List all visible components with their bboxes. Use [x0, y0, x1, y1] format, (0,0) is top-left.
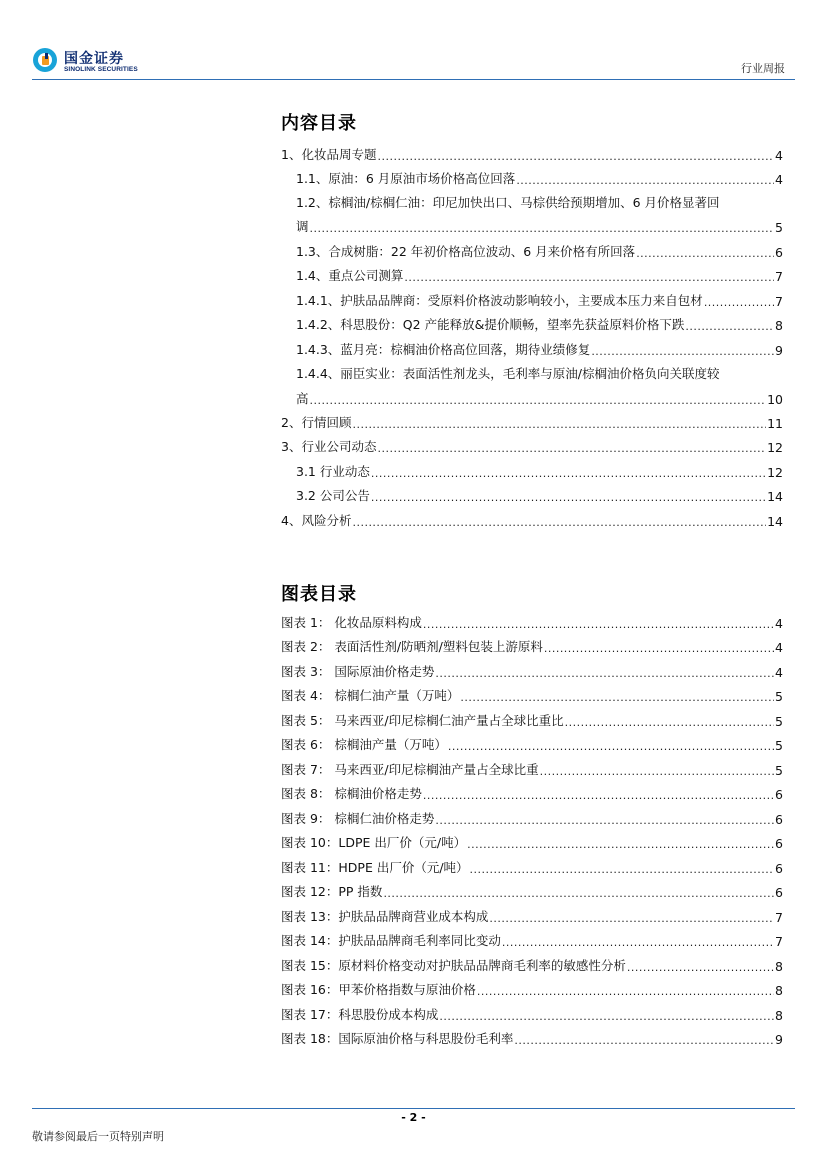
- figure-entry[interactable]: [281, 956, 783, 974]
- toc-entry[interactable]: [281, 145, 783, 163]
- figure-entry-page: 7: [775, 910, 783, 925]
- figure-entry-page: 7: [775, 934, 783, 949]
- figure-entry-page: 9: [775, 1032, 783, 1047]
- toc-entry-label: 1.4、重点公司测算: [296, 268, 404, 283]
- figure-entry-label: 图表 12：PP 指数: [281, 884, 383, 899]
- figure-entry-label: 图表 15：原材料价格变动对护肤品品牌商毛利率的敏感性分析: [281, 958, 626, 973]
- toc-entry-label: 3.2 公司公告: [296, 488, 370, 503]
- figure-entry-page: 8: [775, 1008, 783, 1023]
- toc-entry[interactable]: [296, 340, 783, 358]
- figure-entry-page: 4: [775, 616, 783, 631]
- dot-leader: [448, 740, 774, 753]
- figure-entry[interactable]: [281, 882, 783, 900]
- figure-entry-label: 图表 16：甲苯价格指数与原油价格: [281, 982, 476, 997]
- figure-entry[interactable]: [281, 711, 783, 729]
- figure-entry-page: 8: [775, 959, 783, 974]
- figure-entry-page: 6: [775, 812, 783, 827]
- dot-leader: [636, 247, 774, 260]
- toc-entry[interactable]: [296, 486, 783, 504]
- toc-entry-page: 12: [767, 440, 783, 455]
- toc-entry-page: 10: [767, 392, 783, 407]
- dot-leader: [371, 491, 766, 504]
- toc-entry-label: 调: [296, 219, 309, 234]
- page-header: [0, 0, 827, 82]
- dot-leader: [352, 516, 766, 529]
- figure-entry-label: 图表 3： 国际原油价格走势: [281, 664, 435, 679]
- toc-entry-page: 5: [775, 220, 783, 235]
- figure-entry-label: 图表 7： 马来西亚/印尼棕榈油产量占全球比重: [281, 762, 539, 777]
- toc-entry-label-line1[interactable]: 1.4.4、丽臣实业：表面活性剂龙头，毛利率与原油/棕榈油价格负向关联度较: [296, 366, 720, 381]
- toc-entry[interactable]: [281, 511, 783, 529]
- toc-entry[interactable]: [296, 217, 783, 235]
- dot-leader: [439, 1010, 774, 1023]
- figure-entry-label: 图表 2： 表面活性剂/防晒剂/塑料包装上游原料: [281, 639, 543, 654]
- report-type: 行业周报: [741, 62, 785, 75]
- toc-entry-page: 4: [775, 172, 783, 187]
- figure-entry-page: 5: [775, 714, 783, 729]
- figure-entry-label: 图表 14：护肤品品牌商毛利率同比变动: [281, 933, 501, 948]
- figure-entry-label: 图表 10：LDPE 出厂价（元/吨）: [281, 835, 467, 850]
- figure-entry-label: 图表 13：护肤品品牌商营业成本构成: [281, 909, 489, 924]
- dot-leader: [591, 345, 774, 358]
- toc-entry-label: 1.4.1、护肤品品牌商：受原料价格波动影响较小，主要成本压力来自包材: [296, 293, 703, 308]
- dot-leader: [435, 667, 774, 680]
- dot-leader: [516, 174, 774, 187]
- toc-entry-label: 1.1、原油：6 月原油市场价格高位回落: [296, 171, 516, 186]
- toc-entry-label-line1[interactable]: 1.2、棕榈油/棕榈仁油：印尼加快出口、马棕供给预期增加、6 月价格显著回: [296, 195, 720, 210]
- figure-entry[interactable]: [281, 662, 783, 680]
- figure-entry-label: 图表 5： 马来西亚/印尼棕榈仁油产量占全球比重比: [281, 713, 564, 728]
- dot-leader: [544, 642, 774, 655]
- figure-entry[interactable]: [281, 858, 783, 876]
- dot-leader: [404, 271, 774, 284]
- toc-entry-label: 1.4.2、科思股份：Q2 产能释放&提价顺畅，望率先获益原料价格下跌: [296, 317, 685, 332]
- dot-leader: [310, 394, 767, 407]
- toc-entry-page: 12: [767, 465, 783, 480]
- figure-entry[interactable]: [281, 1005, 783, 1023]
- toc-entry-page: 4: [775, 148, 783, 163]
- dot-leader: [565, 716, 774, 729]
- dot-leader: [540, 765, 774, 778]
- sinolink-logo-icon: [32, 47, 58, 73]
- figure-entry[interactable]: [281, 735, 783, 753]
- toc-entry-label: 1、化妆品周专题: [281, 147, 377, 162]
- toc-title: 内容目录: [281, 113, 357, 134]
- toc-entry[interactable]: [296, 266, 783, 284]
- toc-entry-label: 1.3、合成树脂：22 年初价格高位波动、6 月来价格有所回落: [296, 244, 636, 259]
- figure-entry-page: 6: [775, 885, 783, 900]
- figure-list-title: 图表目录: [281, 584, 357, 605]
- toc-entry-page: 7: [775, 269, 783, 284]
- toc-entry-label: 1.4.3、蓝月亮：棕榈油价格高位回落，期待业绩修复: [296, 342, 591, 357]
- figure-entry-label: 图表 6： 棕榈油产量（万吨）: [281, 737, 447, 752]
- figure-entry-page: 8: [775, 983, 783, 998]
- toc-entry-page: 11: [767, 416, 783, 431]
- figure-entry[interactable]: [281, 637, 783, 655]
- dot-leader: [377, 442, 766, 455]
- figure-entry-label: 图表 4： 棕榈仁油产量（万吨）: [281, 688, 460, 703]
- toc-entry-page: 14: [767, 489, 783, 504]
- toc-entry[interactable]: [296, 389, 783, 407]
- header-divider: [32, 79, 795, 80]
- dot-leader: [352, 418, 766, 431]
- figure-entry[interactable]: [281, 760, 783, 778]
- figure-entry-label: 图表 17：科思股份成本构成: [281, 1007, 439, 1022]
- dot-leader: [435, 814, 774, 827]
- toc-entry-page: 8: [775, 318, 783, 333]
- figure-entry-page: 6: [775, 787, 783, 802]
- dot-leader: [627, 961, 774, 974]
- dot-leader: [704, 296, 774, 309]
- toc-entry[interactable]: [296, 242, 783, 260]
- disclaimer-note: 敬请参阅最后一页特别声明: [32, 1130, 164, 1143]
- toc-entry-page: 9: [775, 343, 783, 358]
- toc-entry[interactable]: [296, 291, 783, 309]
- page-number: - 2 -: [401, 1111, 426, 1124]
- figure-entry-page: 5: [775, 763, 783, 778]
- figure-entry-page: 6: [775, 836, 783, 851]
- logo-chinese-name: 国金证券: [64, 51, 124, 67]
- figure-entry[interactable]: [281, 980, 783, 998]
- figure-entry-page: 6: [775, 861, 783, 876]
- dot-leader: [502, 936, 774, 949]
- toc-entry-label: 3、行业公司动态: [281, 439, 377, 454]
- figure-entry-page: 5: [775, 689, 783, 704]
- toc-entry[interactable]: [296, 169, 783, 187]
- figure-entry[interactable]: [281, 809, 783, 827]
- toc-entry[interactable]: [281, 413, 783, 431]
- toc-entry-label: 3.1 行业动态: [296, 464, 370, 479]
- figure-entry-label: 图表 11：HDPE 出厂价（元/吨）: [281, 860, 469, 875]
- figure-entry-label: 图表 1： 化妆品原料构成: [281, 615, 422, 630]
- company-logo: [32, 47, 157, 79]
- figure-entry-page: 4: [775, 665, 783, 680]
- logo-english-name: SINOLINK SECURITIES: [64, 66, 138, 73]
- figure-entry-page: 4: [775, 640, 783, 655]
- figure-entry-label: 图表 9： 棕榈仁油价格走势: [281, 811, 435, 826]
- figure-entry[interactable]: [281, 931, 783, 949]
- figure-entry-page: 5: [775, 738, 783, 753]
- dot-leader: [423, 789, 774, 802]
- dot-leader: [377, 150, 774, 163]
- figure-entry[interactable]: [281, 686, 783, 704]
- toc-entry-page: 6: [775, 245, 783, 260]
- figure-entry[interactable]: [281, 833, 783, 851]
- dot-leader: [423, 618, 774, 631]
- toc-entry[interactable]: [296, 462, 783, 480]
- dot-leader: [383, 887, 774, 900]
- toc-entry-page: 7: [775, 294, 783, 309]
- toc-entry-label: 高: [296, 391, 309, 406]
- figure-entry[interactable]: [281, 613, 783, 631]
- figure-entry-label: 图表 18：国际原油价格与科思股份毛利率: [281, 1031, 514, 1046]
- dot-leader: [514, 1034, 774, 1047]
- figure-entry[interactable]: [281, 907, 783, 925]
- footer-divider: [32, 1108, 795, 1109]
- figure-entry[interactable]: [281, 1029, 783, 1047]
- dot-leader: [467, 838, 774, 851]
- dot-leader: [460, 691, 774, 704]
- dot-leader: [477, 985, 774, 998]
- dot-leader: [371, 467, 766, 480]
- dot-leader: [310, 222, 775, 235]
- toc-entry-label: 2、行情回顾: [281, 415, 352, 430]
- dot-leader: [489, 912, 774, 925]
- figure-entry[interactable]: [281, 784, 783, 802]
- dot-leader: [470, 863, 775, 876]
- toc-entry-label: 4、风险分析: [281, 513, 352, 528]
- toc-entry[interactable]: [281, 437, 783, 455]
- toc-entry-page: 14: [767, 514, 783, 529]
- dot-leader: [685, 320, 774, 333]
- toc-entry[interactable]: [296, 315, 783, 333]
- figure-entry-label: 图表 8： 棕榈油价格走势: [281, 786, 422, 801]
